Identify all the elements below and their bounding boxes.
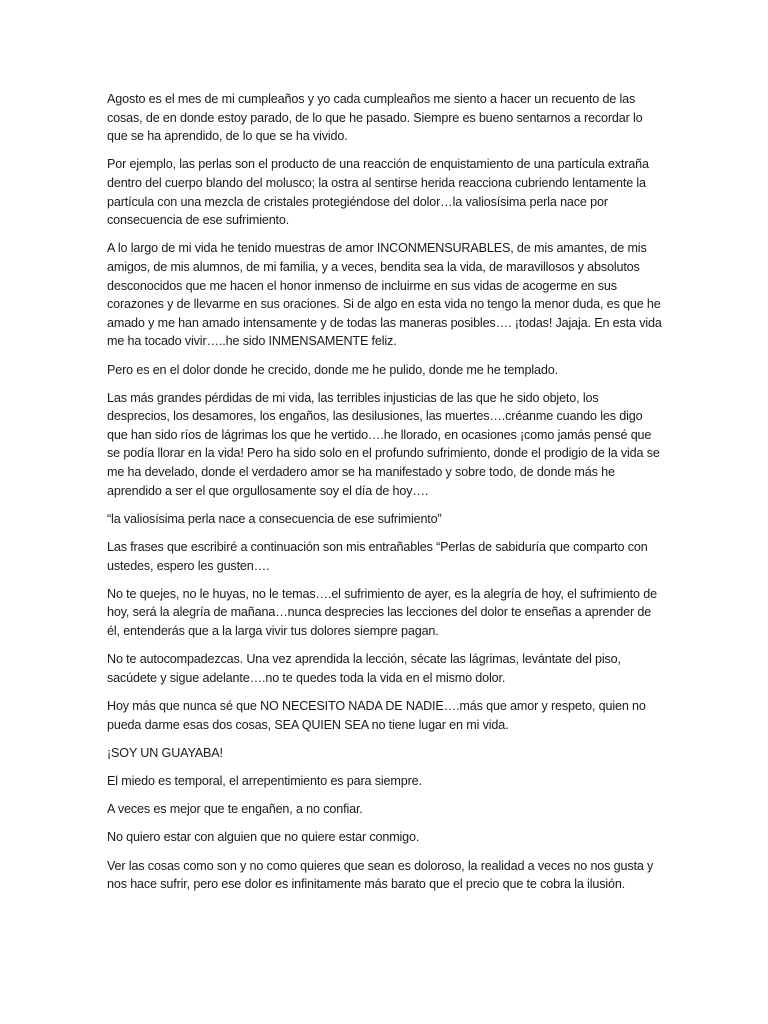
paragraph-guayaba: ¡SOY UN GUAYABA! bbox=[107, 745, 223, 760]
paragraph-pain-growth: Pero es en el dolor donde he crecido, donde me he pulido, donde me he templado. bbox=[107, 362, 558, 377]
paragraph-no-self-pity: No te autocompadezcas. Una vez aprendida la lección, sécate las lágrimas, levántate del piso, sacúdete y sigue adelante….no te quedes toda la vida en el mismo dolor. bbox=[107, 652, 621, 685]
paragraph-losses: Las más grandes pérdidas de mi vida, las terribles injusticias de las que he sido objeto, los desprecios, los desamores, los engaños, las desilusiones, las muertes….créanme cuando les digo que han sido ríos de lágrimas los que he vertido….he llorado, en ocasiones ¡como jamás pensé que se podía llorar en la vida! Pero ha sido solo en el profundo sufrimiento, donde el prodigio de la vida se me ha develado, donde el verdadero amor se ha manifestado y sobre todo, de donde más he aprendido a ser el que orgullosamente soy el día de hoy…. bbox=[107, 390, 660, 498]
document-body bbox=[107, 90, 663, 903]
paragraph-dont-complain: No te quejes, no le huyas, no le temas….el sufrimiento de ayer, es la alegría de hoy, el sufrimiento de hoy, será la alegría de mañana…nunca desprecies las lecciones del dolor te enseñas a aprender de él, entenderás que a la larga vivir tus dolores siempre pagan. bbox=[107, 586, 657, 638]
paragraph-fear: El miedo es temporal, el arrepentimiento es para siempre. bbox=[107, 773, 422, 788]
paragraph-need-nothing: Hoy más que nunca sé que NO NECESITO NADA DE NADIE….más que amor y respeto, quien no pueda darme esas dos cosas, SEA QUIEN SEA no tiene lugar en mi vida. bbox=[107, 698, 646, 732]
paragraph-intro-phrases: Las frases que escribiré a continuación son mis entrañables “Perlas de sabiduría que comparto con ustedes, espero les gusten…. bbox=[107, 540, 648, 573]
paragraph-pearls: Por ejemplo, las perlas son el producto de una reacción de enquistamiento de una partícula extraña dentro del cuerpo blando del molusco; la ostra al sentirse herida reacciona cubriendo lentamente la partícula con una mezcla de cristales protegiéndose del dolor…la valiosísima perla nace por consecuencia de ese sufrimiento. bbox=[107, 157, 649, 228]
paragraph-love: A lo largo de mi vida he tenido muestras de amor INCONMENSURABLES, de mis amantes, de mis amigos, de mis alumnos, de mi familia, y a veces, bendita sea la vida, de maravillosos y absolutos desconocidos que me hacen el honor inmenso de incluirme en sus vidas de acogerme en sus corazones y de llevarme en sus oraciones. Si de algo en esta vida no tengo la menor duda, es que he amado y me han amado intensamente y de todas las maneras posibles…. ¡todas! Jajaja. En esta vida me ha tocado vivir…..he sido INMENSAMENTE feliz. bbox=[107, 241, 662, 349]
paragraph-not-with-someone: No quiero estar con alguien que no quiere estar conmigo. bbox=[107, 830, 420, 845]
paragraph-reality: Ver las cosas como son y no como quieres que sean es doloroso, la realidad a veces no nos gusta y nos hace sufrir, pero ese dolor es infinitamente más barato que el precio que te cobra la ilusión. bbox=[107, 858, 654, 892]
paragraph-birthday: Agosto es el mes de mi cumpleaños y yo cada cumpleaños me siento a hacer un recuento de las cosas, de en donde estoy parado, de lo que he pasado. Siempre es bueno sentarnos a recordar lo que se ha aprendido, de lo que se ha vivido. bbox=[107, 92, 643, 144]
paragraph-trust: A veces es mejor que te engañen, a no confiar. bbox=[107, 802, 363, 817]
paragraph-quote: “la valiosísima perla nace a consecuencia de ese sufrimiento” bbox=[107, 511, 442, 526]
